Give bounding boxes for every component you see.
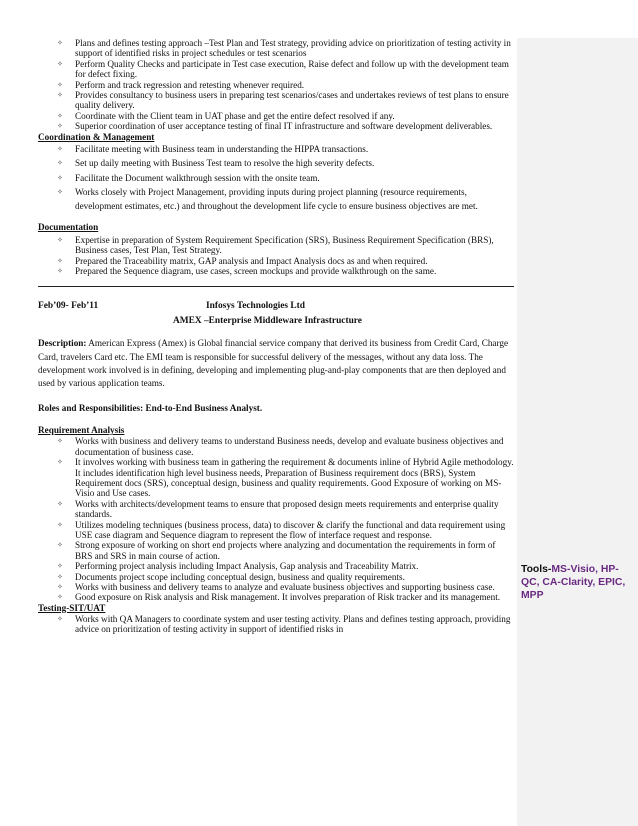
bullet-item: ✧ Facilitate meeting with Business team in understanding the HIPPA transactions. <box>57 143 514 156</box>
coordination-heading: Coordination & Management <box>38 131 155 142</box>
bullet-item: ✧ Performing project analysis including Impact Analysis, Gap analysis and Traceability Matrix. <box>57 561 514 571</box>
bullet-item: ✧ Plans and defines testing approach –Test Plan and Test strategy, providing advice on prioritization of testing activity in support of identified risks in project schedules or test scenarios <box>57 38 514 59</box>
main-column <box>38 38 514 635</box>
job-dates: Feb’09- Feb’11 <box>38 301 99 312</box>
bullet-item: ✧ Expertise in preparation of System Requirement Specification (SRS), Business Requirement Specification (BRS), Business cases, Test Plan, Test Strategy. <box>57 235 514 256</box>
bullet-item: ✧ Set up daily meeting with Business Test team to resolve the high severity defects. <box>57 157 514 170</box>
roles-line: Roles and Responsibilities: End-to-End Business Analyst. <box>38 403 263 414</box>
requirement-analysis-list <box>38 436 514 603</box>
coordination-list <box>38 143 514 213</box>
bullet-item: ✧ Works with architects/development teams to ensure that proposed design meets requirements and enterprise quality standards. <box>57 499 514 520</box>
sidebar-panel <box>517 38 638 826</box>
bullet-item: ✧ Strong exposure of working on short end projects where analyzing and documentation the requirements in form of BRS and SRS in main course of action. <box>57 540 514 561</box>
bullet-item: ✧ Good exposure on Risk analysis and Risk management. It involves preparation of Risk tracker and its management. <box>57 592 514 602</box>
bullet-item: ✧ Provides consultancy to business users in preparing test scenarios/cases and undertakes reviews of test plans to ensure quality delivery. <box>57 90 514 111</box>
description-text: American Express (Amex) is Global financial service company that derived its business from Credit Card, Charge Card, travelers Card etc. The EMI team is responsible for successful delivery of the messages, without any data loss. The development work involved is in defining, developing and implementing plug-and-play components that are then deployed and used by various application teams. <box>38 338 509 389</box>
bullet-item: ✧ Coordinate with the Client team in UAT phase and get the entire defect resolved if any. <box>57 111 514 121</box>
bullet-item: ✧ Superior coordination of user acceptance testing of final IT infrastructure and software development deliverables. <box>57 121 514 131</box>
requirement-analysis-heading: Requirement Analysis <box>38 425 125 436</box>
bullet-item: ✧ It involves working with business team in gathering the requirement & documents inline of Hybrid Agile methodology. It includes identification high level business needs, Preparation of Business requirement docs (BRS), System Requirement docs (SRS), conceptual design, business and quality requirements. Good Exposure of working on MS-Visio and Use cases. <box>57 457 514 499</box>
bullet-item: ✧ Works with business and delivery teams to understand Business needs, develop and evaluate business objectives and documentation of business case. <box>57 436 514 457</box>
top-bullet-list <box>38 38 514 132</box>
bullet-item: ✧ Works with QA Managers to coordinate system and user testing activity. Plans and defines testing approach, providing advice on prioritization of testing activity in support of identified risks in <box>57 614 514 635</box>
bullet-item: ✧ Facilitate the Document walkthrough session with the onsite team. <box>57 172 514 185</box>
testing-list <box>38 614 514 635</box>
documentation-heading: Documentation <box>38 221 99 232</box>
description-label: Description: <box>38 338 87 349</box>
section-divider <box>38 286 514 287</box>
bullet-item: ✧ Perform Quality Checks and participate in Test case execution, Raise defect and follow up with the development team for defect fixing. <box>57 59 514 80</box>
tools-label: Tools- <box>521 564 552 575</box>
tools-block <box>521 563 636 603</box>
bullet-item: ✧ Works closely with Project Management, providing inputs during project planning (resource requirements, development estimates, etc.) and throughout the development life cycle to ensure business objectives are met. <box>57 186 514 212</box>
bullet-item: ✧ Works with business and delivery teams to analyze and evaluate business objectives and supporting business case. <box>57 582 514 592</box>
job-header <box>38 301 514 315</box>
bullet-item: ✧ Utilizes modeling techniques (business process, data) to discover & clarify the functional and data requirement using USE case diagram and Sequence diagram to represent the flow of interface request and response. <box>57 520 514 541</box>
bullet-item: ✧ Prepared the Sequence diagram, use cases, screen mockups and provide walkthrough on the same. <box>57 266 514 276</box>
bullet-item: ✧ Prepared the Traceability matrix, GAP analysis and Impact Analysis docs as and when required. <box>57 256 514 266</box>
testing-heading: Testing-SIT/UAT <box>38 602 106 613</box>
documentation-list <box>38 235 514 277</box>
job-project: AMEX –Enterprise Middleware Infrastructure <box>173 316 362 327</box>
bullet-item: ✧ Perform and track regression and retesting whenever required. <box>57 80 514 90</box>
tools-value: MS-Visio, HP-QC, CA-Clarity, EPIC, MPP <box>521 564 626 602</box>
job-company: Infosys Technologies Ltd <box>206 301 305 312</box>
bullet-item: ✧ Documents project scope including conceptual design, business and quality requirements. <box>57 572 514 582</box>
job-description <box>38 337 514 390</box>
